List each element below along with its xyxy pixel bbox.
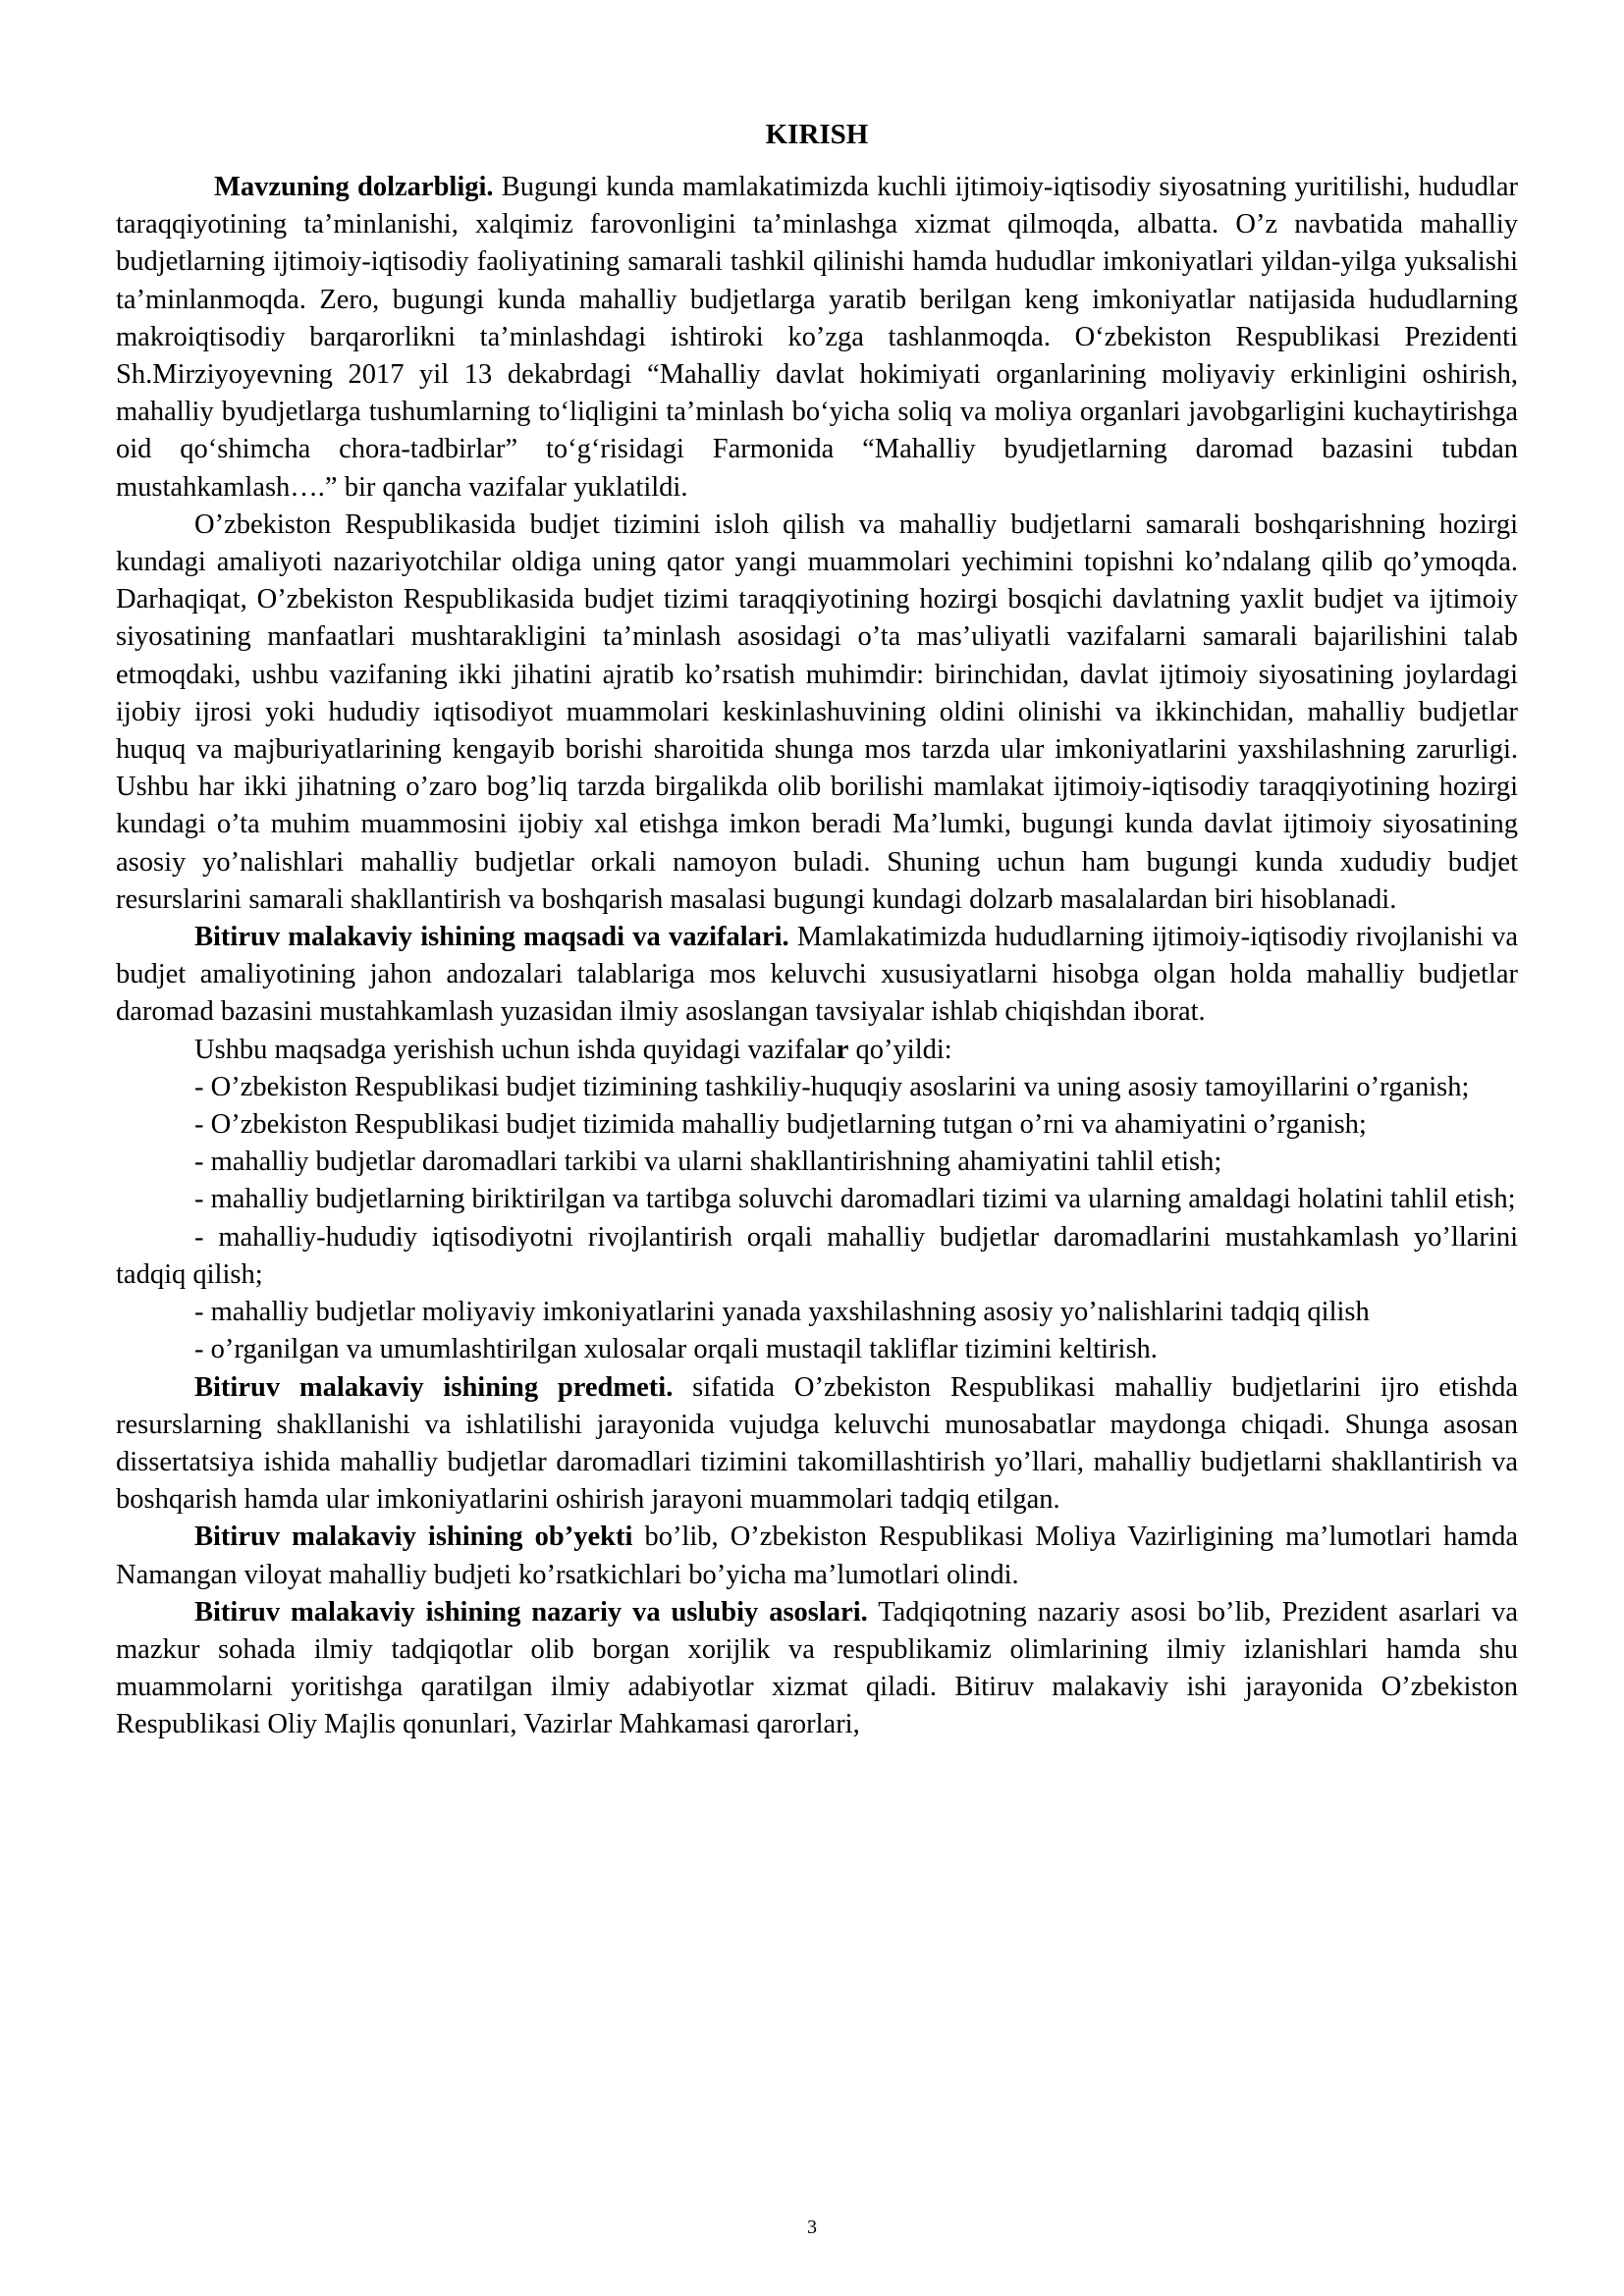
- task-item: [116, 1219, 1518, 1294]
- task-item: [116, 1181, 1518, 1218]
- paragraph-relevance: [116, 169, 1518, 507]
- section-title: KIRISH: [765, 119, 869, 150]
- paragraph-lead: Bitiruv malakaviy ishining ob’yekti: [194, 1522, 633, 1553]
- paragraph-text-tail: qo’yildi:: [848, 1034, 952, 1065]
- paragraph-lead: Bitiruv malakaviy ishining maqsadi va vazifalari.: [194, 922, 789, 953]
- paragraph-lead: Bitiruv malakaviy ishining predmeti.: [194, 1371, 674, 1403]
- paragraph-text: Tadqiqotning nazariy asosi bo’lib, Prezident asarlari va mazkur sohada ilmiy tadqiqotlar olib borgan xorijlik va respublikamiz olimlarining ilmiy izlanishlari hamda shu muammolarni yoritishga qaratilgan ilmiy adabiyotlar xizmat qiladi. Bitiruv malakaviy ishi jarayonida O’zbekiston Respublikasi Oliy Majlis qonunlari, Vazirlar Mahkamasi qarorlari,: [116, 1596, 1518, 1740]
- paragraph-tasks-intro: [116, 1032, 1518, 1069]
- paragraph-lead: Mavzuning dolzarbligi.: [214, 172, 494, 202]
- paragraph-text: - mahalliy budjetlar daromadlari tarkibi va ularni shakllantirishning ahamiyatini tahlil etish;: [194, 1147, 1222, 1178]
- paragraph-goals: [116, 919, 1518, 1032]
- paragraph-budget-reform: [116, 507, 1518, 919]
- paragraph-text: - mahalliy budjetlarning biriktirilgan va tartibga soluvchi daromadlari tizimi va ularning amaldagi holatini tahlil etish;: [194, 1184, 1516, 1215]
- paragraph-text: - mahalliy-hududiy iqtisodiyotni rivojlantirish orqali mahalliy budjetlar daromadlarini mustahkamlash yo’llarini tadqiq qilish;: [116, 1221, 1518, 1290]
- paragraph-text: - o’rganilgan va umumlashtirilgan xulosalar orqali mustaqil takliflar tizimini keltirish.: [194, 1334, 1158, 1365]
- task-item: [116, 1331, 1518, 1368]
- paragraph-text: sifatida O’zbekiston Respublikasi mahalliy budjetlarini ijro etishda resurslarning shakllanishi va ishlatilishi jarayonida vujudga keluvchi munosabatlar maydonga chiqadi. Shunga asosan dissertatsiya ishida mahalliy budjetlar daromadlari tizimini takomillashtirish yo’llari, mahalliy budjetlarni shakllantirish va boshqarish hamda ular imkoniyatlarini oshirish jarayoni muammolari tadqiq etilgan.: [116, 1371, 1518, 1516]
- task-item: [116, 1294, 1518, 1331]
- paragraph-object: [116, 1519, 1518, 1593]
- task-item: [116, 1069, 1518, 1106]
- paragraph-text: Bugungi kunda mamlakatimizda kuchli ijtimoiy-iqtisodiy siyosatning yuritilishi, hududlar taraqqiyotining ta’minlanishi, xalqimiz farovonligini ta’minlashga xizmat qilmoqda, albatta. O’z navbatida mahalliy budjetlarning ijtimoiy-iqtisodiy faoliyatining samarali tashkil qilinishi hamda hududlar imkoniyatlari yildan-yilga yuksalishi ta’minlanmoqda. Zero, bugungi kunda mahalliy budjetlarga yaratib berilgan keng imkoniyatlar natijasida hududlarning makroiqtisodiy barqarorlikni ta’minlashdagi ishtiroki ko’zga tashlanmoqda. O‘zbekiston Respublikasi Prezidenti Sh.Mirziyoyevning 2017 yil 13 dekabrdagi “Mahalliy davlat hokimiyati organlarining moliyaviy erkinligini oshirish, mahalliy byudjetlarga tushumlarning to‘liqligini ta’minlash bo‘yicha soliq va moliya organlari javobgarligini kuchaytirishga oid qo‘shimcha chora-tadbirlar” to‘g‘risidagi Farmonida “Mahalliy byudjetlarning daromad bazasini tubdan mustahkamlash….” bir qancha vazifalar yuklatildi.: [116, 172, 1518, 503]
- task-item: [116, 1144, 1518, 1181]
- task-item: [116, 1106, 1518, 1144]
- paragraph-text: - mahalliy budjetlar moliyaviy imkoniyatlarini yanada yaxshilashning asosiy yo’nalishlarini tadqiq qilish: [194, 1297, 1370, 1328]
- paragraph-subject: [116, 1369, 1518, 1520]
- paragraph-text: - O’zbekiston Respublikasi budjet tizimining tashkiliy-huquqiy asoslarini va uning asosiy tamoyillarini o’rganish;: [194, 1071, 1470, 1102]
- page-number: 3: [807, 2216, 817, 2238]
- document-page: [116, 116, 1518, 1744]
- paragraph-text: Mamlakatimizda hududlarning ijtimoiy-iqtisodiy rivojlanishi va budjet amaliyotining jahon andozalari talablariga mos keluvchi xususiyatlarni hisobga olgan holda mahalliy budjetlar daromad bazasini mustahkamlash yuzasidan ilmiy asoslangan tavsiyalar ishlab chiqishdan iborat.: [116, 922, 1518, 1028]
- paragraph-lead: Bitiruv malakaviy ishining nazariy va uslubiy asoslari.: [194, 1596, 868, 1628]
- paragraph-text: - O’zbekiston Respublikasi budjet tizimida mahalliy budjetlarning tutgan o’rni va ahamiyatini o’rganish;: [194, 1109, 1367, 1141]
- paragraph-bold-letter: r: [836, 1034, 849, 1065]
- paragraph-text: O’zbekiston Respublikasida budjet tizimini isloh qilish va mahalliy budjetlarni samarali boshqarishning hozirgi kundagi amaliyoti nazariyotchilar oldiga uning qator yangi muammolari yechimini topishni ko’ndalang qilib qo’ymoqda. Darhaqiqat, O’zbekiston Respublikasida budjet tizimi taraqqiyotining hozirgi bosqichi davlatning yaxlit budjet va ijtimoiy siyosatining manfaatlari mushtarakligini ta’minlash asosidagi o’ta mas’uliyatli vazifalarni samarali bajarilishini talab etmoqdaki, ushbu vazifaning ikki jihatini ajratib ko’rsatish muhimdir: birinchidan, davlat ijtimoiy siyosatining joylardagi ijobiy ijrosi yoki hududiy iqtisodiyot muammolari keskinlashuvining oldini olinishi va ikkinchidan, mahalliy budjetlar huquq va majburiyatlarining kengayib borishi sharoitida shunga mos tarzda ular imkoniyatlarini yaxshilashning zarurligi. Ushbu har ikki jihatning o’zaro bog’liq tarzda birgalikda olib borilishi mamlakat ijtimoiy-iqtisodiy taraqqiyotining hozirgi kundagi o’ta muhim muammosini ijobiy xal etishga imkon beradi Ma’lumki, bugungi kunda davlat ijtimoiy siyosatining asosiy yo’nalishlari mahalliy budjetlar orkali namoyon buladi. Shuning uchun ham bugungi kunda xududiy budjet resurslarini samarali shakllantirish va boshqarish masalasi bugungi kundagi dolzarb masalalardan biri hisoblanadi.: [116, 508, 1518, 915]
- paragraph-text: Ushbu maqsadga yerishish uchun ishda quyidagi vazifala: [194, 1034, 837, 1065]
- paragraph-text: bo’lib, O’zbekiston Respublikasi Moliya Vazirligining ma’lumotlari hamda Namangan viloyat mahalliy budjeti ko’rsatkichlari bo’yicha ma’lumotlari olindi.: [116, 1522, 1518, 1590]
- paragraph-theory: [116, 1594, 1518, 1744]
